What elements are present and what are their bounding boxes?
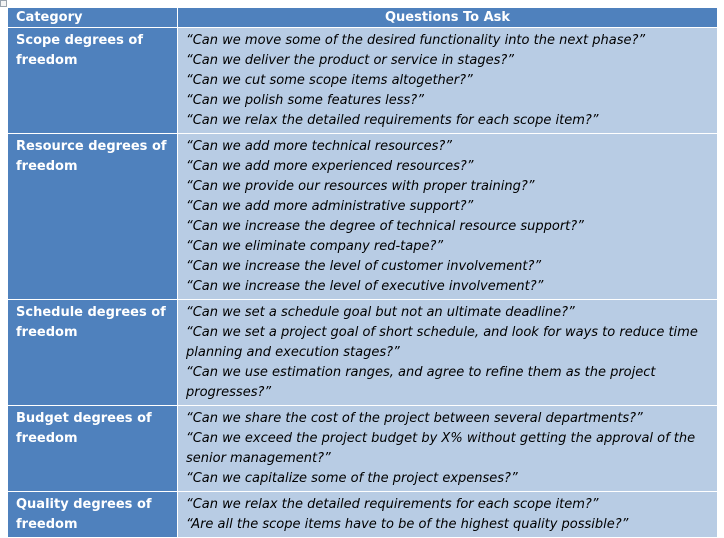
question-text: “Can we capitalize some of the project expenses?” (186, 471, 518, 486)
questions-cell (178, 134, 718, 300)
category-cell: Schedule degrees of freedom (8, 300, 178, 406)
question-text: “Can we eliminate company red-tape?” (186, 239, 444, 254)
question-text: “Can we add more experienced resources?” (186, 159, 474, 174)
question-text: “Can we share the cost of the project between several departments?” (186, 411, 643, 426)
question-text: “Can we exceed the project budget by X% without getting the approval of the senior management?” (186, 431, 696, 466)
question-text: “Can we relax the detailed requirements for each scope item?” (186, 497, 599, 512)
question-text: “Can we increase the degree of technical resource support?” (186, 219, 584, 234)
category-header: Category (8, 8, 178, 28)
table-row-budget (8, 406, 718, 492)
category-cell: Quality degrees of freedom (8, 492, 178, 538)
category-cell: Resource degrees of freedom (8, 134, 178, 300)
questions-table (7, 7, 718, 538)
table-row-resource (8, 134, 718, 300)
questions-cell (178, 300, 718, 406)
questions-cell (178, 492, 718, 538)
image-placeholder-icon (0, 0, 7, 7)
questions-header: Questions To Ask (178, 8, 718, 28)
question-text: “Can we polish some features less?” (186, 93, 424, 108)
table-row-schedule (8, 300, 718, 406)
question-text: “Can we relax the detailed requirements for each scope item?” (186, 113, 599, 128)
question-text: “Can we add more technical resources?” (186, 139, 453, 154)
question-text: “Are all the scope items have to be of the highest quality possible?” (186, 517, 629, 532)
header-row (8, 8, 718, 28)
question-text: “Can we set a schedule goal but not an ultimate deadline?” (186, 305, 575, 320)
question-text: “Can we move some of the desired functionality into the next phase?” (186, 33, 646, 48)
questions-cell (178, 406, 718, 492)
category-cell: Budget degrees of freedom (8, 406, 178, 492)
question-text: “Can we use estimation ranges, and agree to refine them as the project progresses?” (186, 365, 656, 400)
question-text: “Can we add more administrative support?” (186, 199, 474, 214)
question-text: “Can we set a project goal of short schedule, and look for ways to reduce time planning and execution stages?” (186, 325, 698, 360)
question-text: “Can we cut some scope items altogether?” (186, 73, 473, 88)
table-row-quality (8, 492, 718, 538)
question-text: “Can we provide our resources with proper training?” (186, 179, 535, 194)
table-row-scope (8, 28, 718, 134)
question-text: “Can we increase the level of executive involvement?” (186, 279, 544, 294)
question-text: “Can we increase the level of customer involvement?” (186, 259, 542, 274)
questions-cell (178, 28, 718, 134)
question-text: “Can we deliver the product or service in stages?” (186, 53, 515, 68)
category-cell: Scope degrees of freedom (8, 28, 178, 134)
